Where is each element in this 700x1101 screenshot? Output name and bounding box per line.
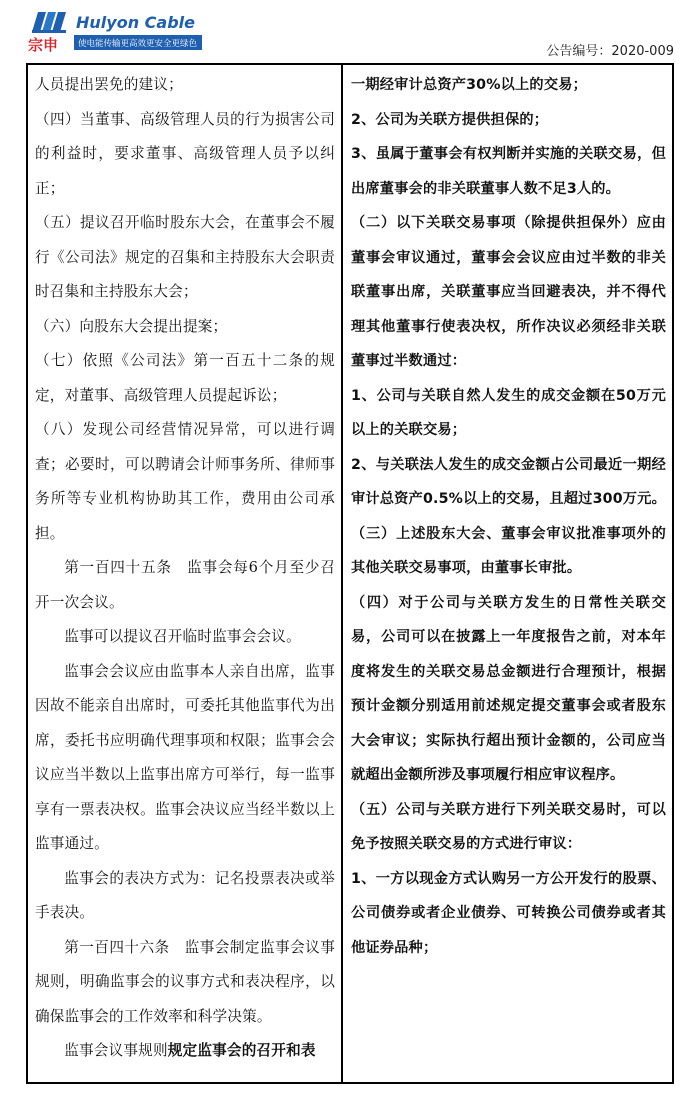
paragraph: 一期经审计总资产30%以上的交易；	[351, 77, 587, 93]
page-header	[0, 0, 700, 62]
logo-brand-text: Hulyon Cable	[76, 13, 195, 32]
paragraph: （八）发现公司经营情况异常，可以进行调查；必要时，可以聘请会计师事务所、律师事务所等专业机构协助其工作，费用由公司承担。	[35, 421, 335, 542]
paragraph: （四）对于公司与关联方发生的日常性关联交易，公司可以在披露上一年度报告之前，对本年度将发生的关联交易总金额进行合理预计，根据预计金额分别适用前述规定提交董事会或者股东大会审议；实际执行超出预计金额的，公司应当就超出金额所涉及事项履行相应审议程序。	[351, 594, 666, 783]
left-last-bold: 规定监事会的召开和表	[167, 1042, 316, 1059]
paragraph: 人员提出罢免的建议；	[35, 76, 183, 93]
paragraph: （三）上述股东大会、董事会审议批准事项外的其他关联交易事项，由董事长审批。	[351, 525, 666, 576]
paragraph: 第一百四十六条 监事会制定监事会议事规则，明确监事会的议事方式和表决程序，以确保监事会的工作效率和科学决策。	[35, 938, 335, 1025]
left-column	[28, 65, 343, 1082]
notice-number: 公告编号：2020-009	[546, 44, 674, 59]
paragraph: 第一百四十五条 监事会每6个月至少召开一次会议。	[35, 559, 335, 611]
logo-slogan-text: 使电能传输更高效更安全更绿色	[78, 39, 198, 49]
paragraph: （五）提议召开临时股东大会，在董事会不履行《公司法》规定的召集和主持股东大会职责时召集和主持股东大会；	[35, 214, 335, 300]
paragraph: （二）以下关联交易事项（除提供担保外）应由董事会审议通过，董事会会议应由过半数的非关联董事出席，关联董事应当回避表决，并不得代理其他董事行使表决权，所作决议必须经非关联董事过半数通过：	[351, 215, 666, 369]
company-logo	[26, 10, 206, 54]
paragraph: （七）依照《公司法》第一百五十二条的规定，对董事、高级管理人员提起诉讼；	[35, 352, 335, 404]
comparison-table	[26, 63, 674, 1084]
paragraph: 监事会会议应由监事本人亲自出席，监事因故不能亲自出席时，可委托其他监事代为出席，委托书应明确代理事项和权限；监事会会议应当半数以上监事出席方可举行，每一监事享有一票表决权。监事会决议应当经半数以上监事通过。	[35, 662, 335, 852]
left-last-paragraph	[35, 1034, 335, 1069]
paragraph: 监事可以提议召开临时监事会会议。	[64, 628, 301, 645]
paragraph: 监事会的表决方式为：记名投票表决或举手表决。	[35, 869, 335, 921]
left-last-plain: 监事会议事规则	[64, 1042, 168, 1059]
paragraph: 2、与关联法人发生的成交金额占公司最近一期经审计总资产0.5%以上的交易，且超过300万元。	[351, 456, 666, 507]
logo-cn-text: 宗申	[28, 36, 59, 54]
paragraph: 1、一方以现金方式认购另一方公开发行的股票、公司债券或者企业债券、可转换公司债券或者其他证券品种；	[351, 870, 666, 956]
paragraph: 3、虽属于董事会有权判断并实施的关联交易，但出席董事会的非关联董事人数不足3人的。	[351, 146, 666, 197]
paragraph: 2、公司为关联方提供担保的；	[351, 111, 549, 128]
right-column	[343, 65, 672, 1082]
paragraph: （六）向股东大会提出提案；	[35, 317, 228, 335]
logo-mark-icon	[32, 12, 66, 33]
paragraph: （四）当董事、高级管理人员的行为损害公司的利益时，要求董事、高级管理人员予以纠正；	[35, 110, 335, 197]
paragraph: （五）公司与关联方进行下列关联交易时，可以免予按照关联交易的方式进行审议：	[351, 801, 666, 852]
paragraph: 1、公司与关联自然人发生的成交金额在50万元以上的关联交易；	[351, 387, 666, 438]
